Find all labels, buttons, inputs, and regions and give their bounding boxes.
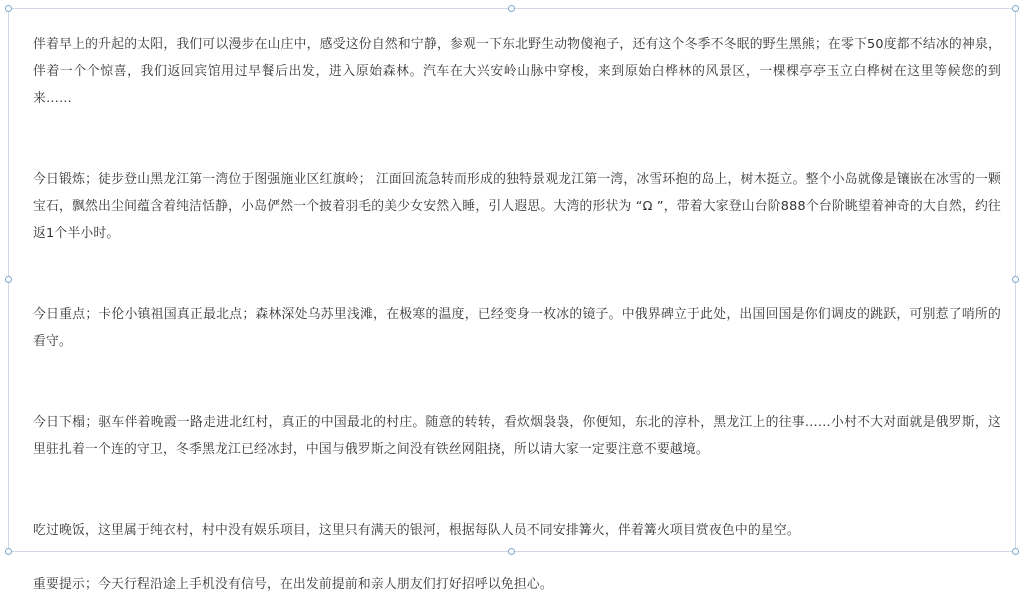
paragraph: 今日下榻；驱车伴着晚霞一路走进北红村，真正的中国最北的村庄。随意的转转，看炊烟袅袅，你便知，东北的淳朴，黑龙江上的往事……小村不大对面就是俄罗斯，这里驻扎着一个连的守卫，冬季黑龙江已经冰封，中国与俄罗斯之间没有铁丝网阻挠，所以请大家一定要注意不要越境。 [33, 415, 1001, 457]
paragraph-spacer [33, 355, 1001, 409]
paragraph-spacer [33, 112, 1001, 166]
paragraph: 今日锻炼；徒步登山黑龙江第一湾位于图强施业区红旗岭； 江面回流急转而形成的独特景观龙江第一湾，冰雪环抱的岛上，树木挺立。整个小岛就像是镶嵌在冰雪的一颗宝石，飘然出尘间蕴含着纯洁恬静，小岛俨然一个披着羽毛的美少女安然入睡，引人遐思。大湾的形状为 “Ω ”，带着大家登山台阶888个台阶眺望着神奇的大自然，约往返1个半小时。 [33, 172, 1001, 241]
resize-handle-bottom-left[interactable] [5, 548, 12, 555]
document-body [33, 31, 1001, 592]
paragraph: 重要提示；今天行程沿途上手机没有信号，在出发前提前和亲人朋友们打好招呼以免担心。 [33, 577, 553, 592]
paragraph: 伴着早上的升起的太阳，我们可以漫步在山庄中，感受这份自然和宁静，参观一下东北野生动物傻袍子，还有这个冬季不冬眠的野生黑熊；在零下50度都不结冰的神泉，伴着一个个惊喜，我们返回宾馆用过早餐后出发，进入原始森林。汽车在大兴安岭山脉中穿梭，来到原始白桦林的风景区，一棵棵亭亭玉立白桦树在这里等候您的到来…… [33, 37, 1001, 106]
paragraph-spacer [33, 544, 1001, 571]
paragraph: 今日重点；卡伦小镇祖国真正最北点；森林深处乌苏里浅滩，在极寒的温度，已经变身一枚冰的镜子。中俄界碑立于此处，出国回国是你们调皮的跳跃，可别惹了哨所的看守。 [33, 307, 1001, 349]
resize-handle-bottom-right[interactable] [1012, 548, 1019, 555]
paragraph-spacer [33, 247, 1001, 301]
paragraph-spacer [33, 463, 1001, 517]
resize-handle-middle-right[interactable] [1012, 276, 1019, 283]
resize-handle-top-left[interactable] [5, 5, 12, 12]
resize-handle-middle-left[interactable] [5, 276, 12, 283]
resize-handle-bottom-middle[interactable] [508, 548, 515, 555]
paragraph: 吃过晚饭，这里属于纯衣村，村中没有娱乐项目，这里只有满天的银河，根据每队人员不同安排篝火，伴着篝火项目赏夜色中的星空。 [33, 523, 800, 538]
selection-frame[interactable] [8, 8, 1016, 592]
resize-handle-top-middle[interactable] [508, 5, 515, 12]
resize-handle-top-right[interactable] [1012, 5, 1019, 12]
